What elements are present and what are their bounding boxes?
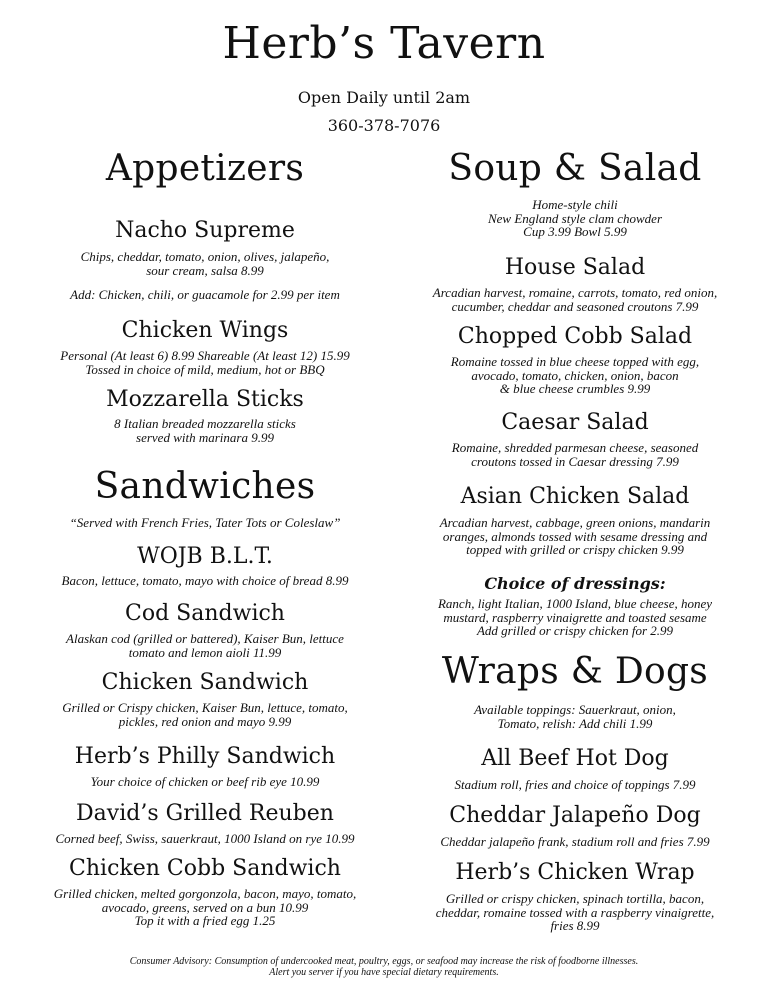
house-salad-desc: Arcadian harvest, romaine, carrots, tomato, red onion, cucumber, cheddar and seasoned croutons 7.99 (432, 285, 718, 314)
grilled-reuben-name: David’s Grilled Reuben (76, 801, 334, 826)
chicken-cobb-sandwich-desc: Grilled chicken, melted gorgonzola, bacon, mayo, tomato, avocado, greens, served on a bun 10.99 Top it with a fried egg 1.25 (53, 886, 357, 928)
grilled-reuben-desc: Corned beef, Swiss, sauerkraut, 1000 Island on rye 10.99 (55, 831, 355, 846)
chopped-cobb-salad-desc: Romaine tossed in blue cheese topped with egg, avocado, tomato, chicken, onion, bacon & blue cheese crumbles 9.99 (450, 354, 700, 396)
philly-sandwich-name: Herb’s Philly Sandwich (74, 744, 336, 769)
chopped-cobb-salad-name: Chopped Cobb Salad (457, 324, 693, 349)
toppings-desc: Available toppings: Sauerkraut, onion, Tomato, relish: Add chili 1.99 (474, 702, 676, 731)
soups-desc: Home-style chili New England style clam chowder Cup 3.99 Bowl 5.99 (487, 197, 663, 239)
mozzarella-sticks-desc: 8 Italian breaded mozzarella sticks served with marinara 9.99 (114, 416, 296, 445)
consumer-advisory: Consumer Advisory: Consumption of undercooked meat, poultry, eggs, or seafood may increase the risk of foodborne illnesses. Alert you server if you have special dietary requirements. (129, 956, 639, 978)
nacho-addon-desc: Add: Chicken, chili, or guacamole for 2.99 per item (70, 287, 340, 302)
philly-sandwich-desc: Your choice of chicken or beef rib eye 10.99 (90, 774, 320, 789)
blt-name: WOJB B.L.T. (137, 544, 273, 569)
chicken-sandwich-name: Chicken Sandwich (101, 670, 309, 695)
chicken-sandwich-desc: Grilled or Crispy chicken, Kaiser Bun, lettuce, tomato, pickles, red onion and mayo 9.99 (62, 700, 348, 729)
sandwiches-note: “Served with French Fries, Tater Tots or Coleslaw” (69, 515, 341, 530)
caesar-salad-name: Caesar Salad (501, 410, 649, 435)
nacho-supreme-desc: Chips, cheddar, tomato, onion, olives, jalapeño, sour cream, salsa 8.99 (80, 249, 330, 278)
chicken-wings-name: Chicken Wings (121, 318, 289, 343)
restaurant-title: Herb’s Tavern (222, 18, 546, 69)
nacho-supreme-name: Nacho Supreme (115, 218, 295, 243)
chicken-wings-desc: Personal (At least 6) 8.99 Shareable (At least 12) 15.99 Tossed in choice of mild, medium, hot or BBQ (60, 348, 350, 377)
chicken-wrap-name: Herb’s Chicken Wrap (455, 860, 695, 885)
blt-desc: Bacon, lettuce, tomato, mayo with choice of bread 8.99 (61, 573, 349, 588)
dressings-desc: Ranch, light Italian, 1000 Island, blue cheese, honey mustard, raspberry vinaigrette and toasted sesame Add grilled or crispy chicken for 2.99 (437, 596, 713, 638)
cod-sandwich-desc: Alaskan cod (grilled or battered), Kaiser Bun, lettuce tomato and lemon aioli 11.99 (66, 631, 344, 660)
soup-salad-heading: Soup & Salad (448, 148, 702, 189)
asian-chicken-salad-name: Asian Chicken Salad (460, 484, 690, 509)
caesar-salad-desc: Romaine, shredded parmesan cheese, seasoned croutons tossed in Caesar dressing 7.99 (451, 440, 699, 469)
mozzarella-sticks-name: Mozzarella Sticks (106, 387, 304, 412)
beef-hot-dog-name: All Beef Hot Dog (481, 746, 669, 771)
jalapeno-dog-name: Cheddar Jalapeño Dog (449, 803, 701, 828)
chicken-wrap-desc: Grilled or crispy chicken, spinach tortilla, bacon, cheddar, romaine tossed with a raspberry vinaigrette, fries 8.99 (435, 891, 715, 933)
jalapeno-dog-desc: Cheddar jalapeño frank, stadium roll and fries 7.99 (440, 834, 710, 849)
dressings-heading: Choice of dressings: (484, 574, 666, 593)
chicken-cobb-sandwich-name: Chicken Cobb Sandwich (69, 856, 341, 881)
cod-sandwich-name: Cod Sandwich (125, 601, 285, 626)
wraps-dogs-heading: Wraps & Dogs (441, 651, 709, 692)
house-salad-name: House Salad (504, 255, 646, 280)
appetizers-heading: Appetizers (105, 148, 305, 189)
sandwiches-heading: Sandwiches (94, 466, 316, 507)
phone-number: 360-378-7076 (327, 116, 441, 135)
hours-text: Open Daily until 2am (297, 88, 471, 107)
beef-hot-dog-desc: Stadium roll, fries and choice of toppings 7.99 (454, 777, 696, 792)
asian-chicken-salad-desc: Arcadian harvest, cabbage, green onions, mandarin oranges, almonds tossed with sesame dressing and topped with grilled or crispy chicken 9.99 (439, 515, 711, 557)
